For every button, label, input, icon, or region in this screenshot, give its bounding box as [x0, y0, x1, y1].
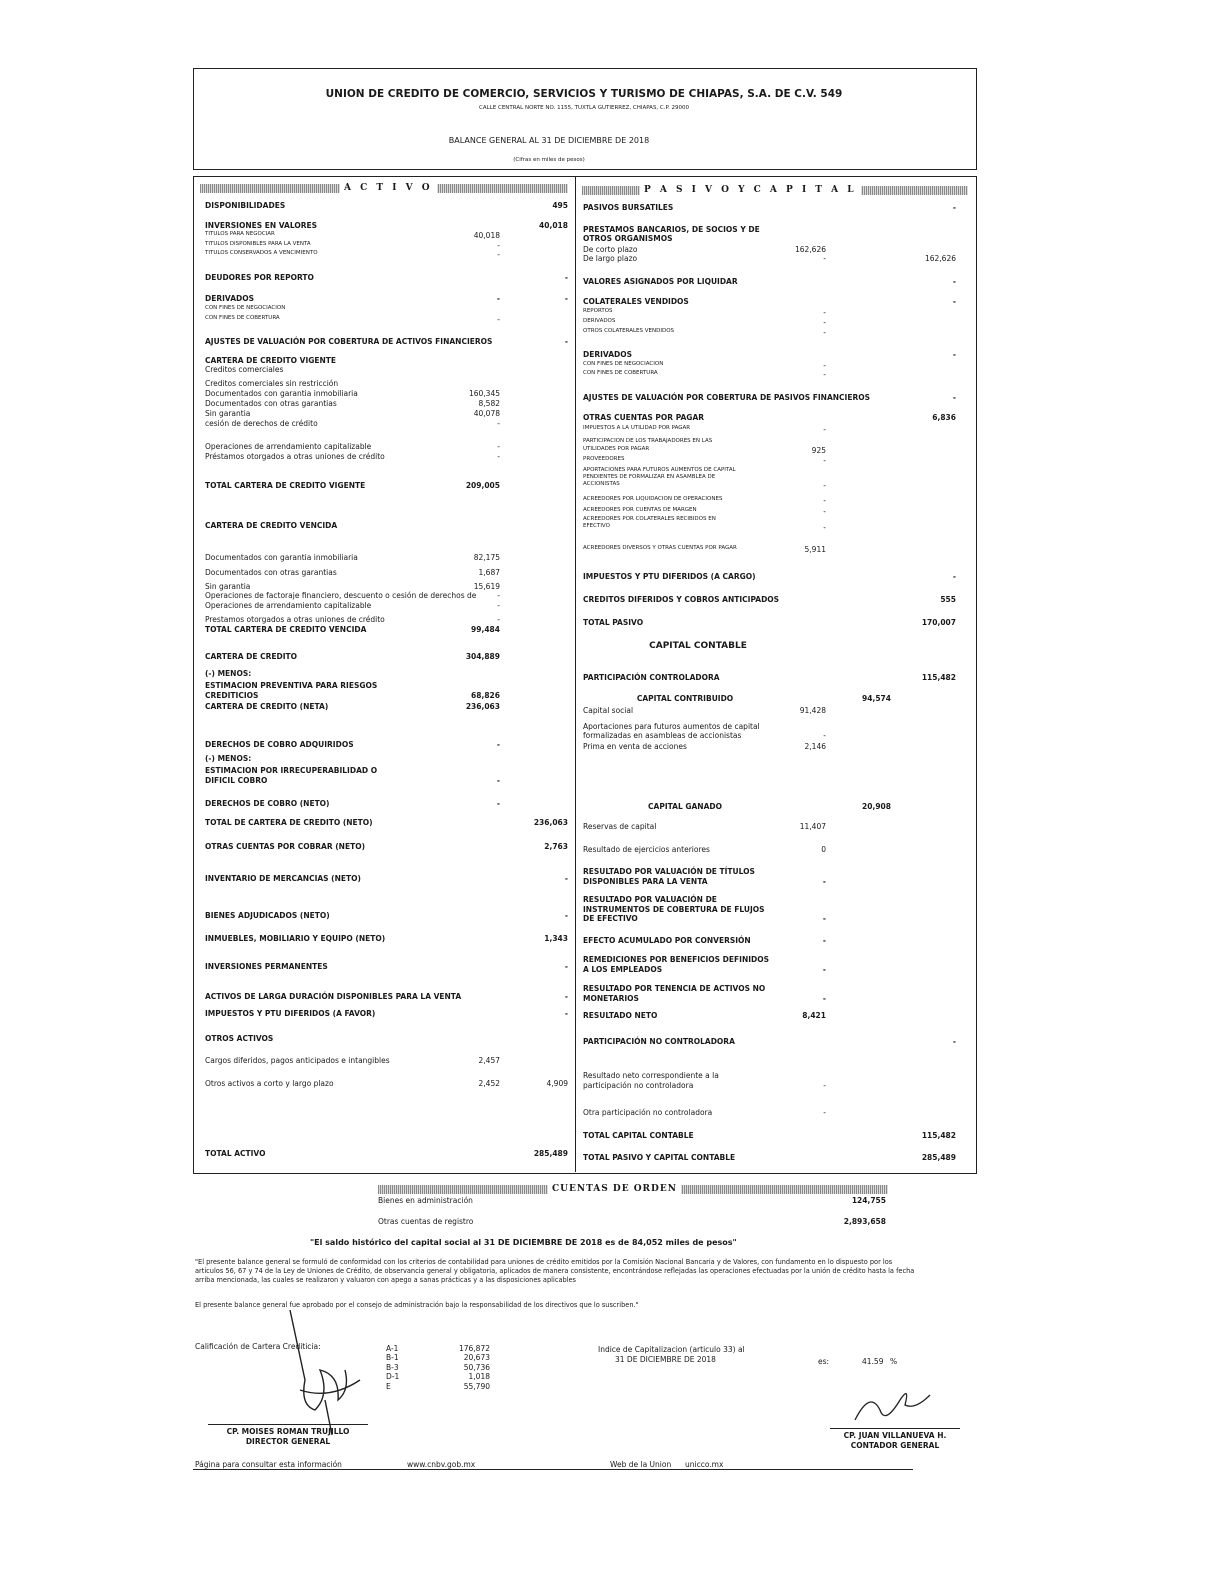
activo-row-value-2: -	[564, 337, 568, 346]
activo-row-value-1: -	[496, 799, 500, 808]
director-title: DIRECTOR GENERAL	[245, 1437, 331, 1446]
pasivo-row-label: Capital social	[583, 706, 634, 715]
activo-row-label: ESTIMACION POR IRRECUPERABILIDAD O	[205, 766, 378, 775]
pasivo-row-label: IMPUESTOS Y PTU DIFERIDOS (A CARGO)	[583, 572, 756, 581]
pasivo-row-value-2: 115,482	[921, 673, 956, 682]
capital-group-value: 20,908	[862, 802, 891, 811]
capital-social-note: "El saldo histórico del capital social al 31 DE DICIEMBRE DE 2018 es de 84,052 miles de pesos"	[310, 1238, 737, 1247]
pasivo-row-label: TOTAL CAPITAL CONTABLE	[583, 1131, 694, 1140]
pasivo-row-label: DERIVADOS	[583, 318, 616, 324]
pasivo-row-label: EFECTIVO	[583, 523, 610, 529]
pasivo-row-label: AJUSTES DE VALUACIÓN POR COBERTURA DE PASIVOS FINANCIEROS	[583, 393, 871, 402]
pasivo-row-label: ACREEDORES POR CUENTAS DE MARGEN	[583, 507, 697, 513]
pasivo-row-value-1: 8,421	[802, 1011, 826, 1020]
capital-group-label: CAPITAL CONTRIBUIDO	[636, 694, 734, 703]
company-title: UNION DE CREDITO DE COMERCIO, SERVICIOS Y TURISMO DE CHIAPAS, S.A. DE C.V. 549	[325, 88, 843, 100]
pasivo-row-label: Prima en venta de acciones	[583, 742, 687, 751]
pasivo-row-value-2: -	[952, 572, 956, 581]
activo-row-label: Cargos diferidos, pagos anticipados e intangibles	[205, 1056, 390, 1065]
activo-row-value-1: 40,018	[473, 231, 500, 240]
activo-row-label: Creditos comerciales	[205, 365, 284, 374]
calificacion-grade: A-1	[386, 1344, 399, 1353]
activo-row-value-2: 4,909	[546, 1079, 568, 1088]
pasivo-row-label: PARTICIPACIÓN NO CONTROLADORA	[583, 1037, 735, 1046]
activo-row-value-2: -	[564, 992, 568, 1001]
activo-row-value-1: 160,345	[468, 389, 500, 398]
pasivo-row-value-1: 91,428	[799, 706, 826, 715]
pasivo-row-label: Resultado neto correspondiente a la	[583, 1071, 719, 1080]
pasivo-row-value-2: 170,007	[921, 618, 956, 627]
calificacion-grade: B-3	[386, 1362, 399, 1372]
activo-title: A C T I V O	[340, 184, 437, 193]
capital-contable-heading: CAPITAL CONTABLE	[649, 641, 747, 651]
pasivo-row-value-1: -	[823, 1108, 826, 1117]
pasivo-row-label: DERIVADOS	[583, 350, 633, 359]
pasivo-row-value-1: 11,407	[799, 822, 826, 831]
activo-row-label: CON FINES DE NEGOCIACION	[205, 305, 286, 311]
activo-row-value-1: 1,687	[478, 568, 500, 577]
pasivo-row-label: CREDITOS DIFERIDOS Y COBROS ANTICIPADOS	[583, 595, 780, 604]
activo-row-value-1: -	[497, 615, 500, 624]
activo-row-value-2: -	[564, 294, 568, 303]
activo-row-value-1: 68,826	[471, 691, 500, 700]
pasivo-row-label: RESULTADO NETO	[583, 1011, 658, 1020]
pasivo-row-label: MONETARIOS	[583, 994, 639, 1003]
calificacion-grade: D-1	[386, 1372, 400, 1382]
pasivo-row-value-1: -	[822, 914, 826, 923]
pasivo-row-label: APORTACIONES PARA FUTUROS AUMENTOS DE CAPITAL	[583, 467, 736, 473]
note-line-1: "El presente balance general se formuló de conformidad con los criterios de contabilidad para uniones de crédito emitidos por la Comisión Nacional Bancaria y de Valores, con fundamento en lo dispuesto por los	[195, 1258, 893, 1266]
activo-row-label: ACTIVOS DE LARGA DURACIÓN DISPONIBLES PARA LA VENTA	[205, 992, 462, 1001]
calificacion-amount: 176,872	[458, 1344, 490, 1353]
activo-row-label: TOTAL DE CARTERA DE CREDITO (NETO)	[205, 818, 373, 827]
pasivo-row-value-1: -	[823, 731, 826, 740]
activo-row-label: CARTERA DE CREDITO (NETA)	[205, 702, 329, 711]
pasivo-row-value-2: 115,482	[921, 1131, 956, 1140]
pasivo-row-value-2: -	[952, 297, 956, 306]
activo-row-label: Operaciones de factoraje financiero, descuento o cesión de derechos de	[205, 591, 477, 600]
company-address: CALLE CENTRAL NORTE NO. 1155, TUXTLA GUTIERREZ, CHIAPAS, C.P. 29000	[479, 105, 689, 111]
activo-row-label: BIENES ADJUDICADOS (NETO)	[205, 911, 330, 920]
activo-row-value-2: -	[564, 911, 568, 920]
pasivo-row-label: De largo plazo	[583, 254, 638, 263]
pasivo-row-value-2: 6,836	[932, 413, 956, 422]
activo-row-value-1: 2,457	[478, 1056, 500, 1065]
activo-row-label: Documentados con otras garantias	[205, 568, 337, 577]
footer-web-url[interactable]: unicco.mx	[685, 1460, 724, 1469]
pasivo-row-label: VALORES ASIGNADOS POR LIQUIDAR	[583, 277, 738, 286]
pasivo-row-value-2: 285,489	[921, 1153, 956, 1162]
activo-row-value-2: -	[564, 1009, 568, 1018]
pasivo-row-label: OTROS ORGANISMOS	[583, 234, 673, 243]
header-box	[193, 68, 977, 170]
activo-row-value-2: 285,489	[533, 1149, 568, 1158]
activo-row-value-2: 1,343	[544, 934, 568, 943]
pasivo-row-label: DISPONIBLES PARA LA VENTA	[583, 877, 708, 886]
activo-row-label: DERIVADOS	[205, 294, 255, 303]
icap-value: 41.59	[862, 1357, 884, 1366]
icap-line-1: Indice de Capitalizacion (articulo 33) al	[598, 1345, 745, 1354]
pasivo-row-label: A LOS EMPLEADOS	[583, 965, 663, 974]
activo-row-value-1: 99,484	[471, 625, 500, 634]
pasivo-title: P A S I V O Y C A P I T A L	[640, 186, 861, 195]
activo-row-label: TITULOS PARA NEGOCIAR	[205, 231, 275, 237]
pasivo-row-label: REMEDICIONES POR BENEFICIOS DEFINIDOS	[583, 955, 770, 964]
pasivo-row-label: RESULTADO POR VALUACIÓN DE	[583, 895, 717, 904]
activo-row-label: (-) MENOS:	[205, 669, 252, 678]
pasivo-row-label: EFECTO ACUMULADO POR CONVERSIÓN	[583, 936, 751, 945]
activo-row-label: INMUEBLES, MOBILIARIO Y EQUIPO (NETO)	[205, 934, 386, 943]
activo-row-value-1: -	[497, 250, 500, 259]
left-signature-line	[208, 1424, 368, 1425]
pasivo-row-value-1: -	[823, 370, 826, 379]
activo-row-label: DERECHOS DE COBRO (NETO)	[205, 799, 330, 808]
activo-row-value-2: 236,063	[533, 818, 568, 827]
activo-row-value-2: 495	[552, 201, 568, 210]
pasivo-row-label: De corto plazo	[583, 245, 638, 254]
pasivo-row-value-1: -	[823, 425, 826, 434]
pasivo-row-label: TOTAL PASIVO	[583, 618, 644, 627]
activo-row-value-1: -	[497, 601, 500, 610]
activo-row-label: Creditos comerciales sin restricción	[205, 379, 339, 388]
pasivo-row-label: PENDIENTES DE FORMALIZAR EN ASAMBLEA DE	[583, 474, 716, 480]
calificacion-amount: 55,790	[463, 1381, 490, 1391]
icap-eq: es:	[818, 1357, 830, 1366]
calificacion-amount: 50,736	[463, 1362, 490, 1372]
activo-row-label: INVERSIONES EN VALORES	[205, 221, 318, 230]
activo-row-value-1: 236,063	[465, 702, 500, 711]
activo-row-value-2: -	[564, 273, 568, 282]
pasivo-row-label: participación no controladora	[583, 1081, 694, 1090]
activo-row-value-1: -	[496, 294, 500, 303]
pasivo-row-label: Otra participación no controladora	[583, 1108, 713, 1117]
activo-row-label: CARTERA DE CREDITO VIGENTE	[205, 356, 337, 365]
pasivo-row-label: DE EFECTIVO	[583, 914, 638, 923]
pasivo-row-value-2: -	[952, 350, 956, 359]
activo-row-value-1: 2,452	[478, 1079, 500, 1088]
pasivo-row-value-2: 162,626	[924, 254, 956, 263]
activo-row-label: CARTERA DE CREDITO VENCIDA	[205, 521, 338, 530]
units-note: (Cifras en miles de pesos)	[513, 157, 585, 163]
activo-row-label: DERECHOS DE COBRO ADQUIRIDOS	[205, 740, 354, 749]
pasivo-row-value-1: -	[823, 308, 826, 317]
pasivo-row-value-1: -	[823, 481, 826, 490]
pasivo-row-label: ACREEDORES POR COLATERALES RECIBIDOS EN	[583, 516, 716, 522]
pasivo-row-label: TOTAL PASIVO Y CAPITAL CONTABLE	[583, 1153, 736, 1162]
pasivo-row-label: IMPUESTOS A LA UTILIDAD POR PAGAR	[583, 425, 691, 431]
activo-row-value-2: -	[564, 874, 568, 883]
activo-row-value-1: -	[497, 241, 500, 250]
footer-web-label: Web de la Union	[610, 1460, 672, 1469]
pasivo-row-value-1: -	[823, 254, 826, 263]
footer-info: Página para consultar esta información	[195, 1460, 342, 1469]
activo-row-value-1: -	[497, 315, 500, 324]
activo-row-label: DISPONIBILIDADES	[205, 201, 286, 210]
pasivo-row-label: OTRAS CUENTAS POR PAGAR	[583, 413, 705, 422]
pasivo-row-value-2: -	[952, 277, 956, 286]
activo-row-label: Documentados con garantia inmobiliaria	[205, 553, 358, 562]
pasivo-row-label: Resultado de ejercicios anteriores	[583, 845, 710, 854]
pasivo-row-label: UTILIDADES POR PAGAR	[583, 446, 650, 452]
capital-group-label: CAPITAL GANADO	[648, 802, 722, 811]
activo-row-label: Operaciones de arrendamiento capitalizable	[205, 601, 372, 610]
activo-row-label: CON FINES DE COBERTURA	[205, 315, 280, 321]
pasivo-row-value-1: -	[823, 361, 826, 370]
right-signature	[850, 1380, 940, 1430]
calificacion-amount: 1,018	[468, 1372, 490, 1382]
pasivo-row-value-2: 555	[940, 595, 956, 604]
pasivo-row-value-1: 2,146	[804, 742, 826, 751]
activo-row-value-2: 2,763	[544, 842, 568, 851]
pasivo-row-value-1: -	[823, 328, 826, 337]
pasivo-row-value-1: -	[823, 507, 826, 516]
activo-row-value-1: 8,582	[478, 399, 500, 408]
pasivo-row-value-1: -	[822, 965, 826, 974]
contador-title: CONTADOR GENERAL	[850, 1441, 940, 1450]
pasivo-row-label: PROVEEDORES	[583, 456, 625, 462]
pasivo-row-label: OTROS COLATERALES VENDIDOS	[583, 328, 675, 334]
pasivo-row-value-1: -	[822, 994, 826, 1003]
cuentas-row-value: 2,893,658	[843, 1217, 886, 1226]
pasivo-row-value-1: -	[823, 1081, 826, 1090]
activo-row-label: DEUDORES POR REPORTO	[205, 273, 314, 282]
activo-row-value-1: 209,005	[465, 481, 500, 490]
column-divider	[575, 176, 576, 1172]
activo-row-label: Documentados con otras garantias	[205, 399, 337, 408]
pasivo-row-label: PRESTAMOS BANCARIOS, DE SOCIOS Y DE	[583, 225, 760, 234]
cuentas-title: CUENTAS DE ORDEN	[548, 1185, 681, 1194]
pasivo-row-value-1: -	[823, 496, 826, 505]
calificacion-label: Calificación de Cartera Crediticia:	[195, 1342, 321, 1351]
activo-row-label: CARTERA DE CREDITO	[205, 652, 298, 661]
pasivo-row-label: ACREEDORES POR LIQUIDACION DE OPERACIONES	[583, 496, 723, 502]
pasivo-row-label: PARTICIPACION DE LOS TRABAJADORES EN LAS	[583, 438, 713, 444]
capital-group-value: 94,574	[862, 694, 891, 703]
activo-row-label: Documentados con garantia inmobiliaria	[205, 389, 358, 398]
activo-row-label: Sin garantia	[205, 409, 251, 418]
note-line-3: arriba mencionada, las cuales se realizaron y valuaron con apego a sanas prácticas y a las disposiciones aplicables	[195, 1276, 576, 1284]
contador-name: CP. JUAN VILLANUEVA H.	[843, 1431, 947, 1440]
calificacion-amount: 20,673	[463, 1353, 490, 1363]
pasivo-row-value-1: 162,626	[794, 245, 826, 254]
activo-row-label: OTRAS CUENTAS POR COBRAR (NETO)	[205, 842, 365, 851]
activo-row-label: IMPUESTOS Y PTU DIFERIDOS (A FAVOR)	[205, 1009, 376, 1018]
activo-row-value-1: 82,175	[473, 553, 500, 562]
pasivo-row-label: COLATERALES VENDIDOS	[583, 297, 689, 306]
icap-line-2: 31 DE DICIEMBRE DE 2018	[615, 1355, 716, 1364]
right-signature-line	[830, 1428, 960, 1429]
note-line-2: artículos 56, 67 y 74 de la Ley de Uniones de Crédito, de observancia general y obligatoria, aplicados de manera consistente, encontrándose reflejadas las operaciones efectuadas por la unión de crédito hasta la fecha	[195, 1267, 915, 1275]
pasivo-row-value-2: -	[952, 203, 956, 212]
pasivo-row-value-1: -	[823, 318, 826, 327]
activo-row-value-1: -	[496, 740, 500, 749]
activo-row-label: TOTAL CARTERA DE CREDITO VIGENTE	[205, 481, 366, 490]
left-signature	[270, 1310, 390, 1440]
pasivo-row-label: RESULTADO POR VALUACIÓN DE TÍTULOS	[583, 867, 755, 876]
activo-row-label: INVERSIONES PERMANENTES	[205, 962, 328, 971]
pasivo-row-label: ACREEDORES DIVERSOS Y OTRAS CUENTAS POR PAGAR	[583, 545, 737, 551]
pasivo-row-value-1: 0	[821, 845, 826, 854]
activo-row-value-1: 15,619	[473, 582, 500, 591]
activo-row-value-2: -	[564, 962, 568, 971]
footer-line	[193, 1469, 913, 1470]
pasivo-row-value-2: -	[952, 1037, 956, 1046]
activo-row-label: TITULOS CONSERVADOS A VENCIMIENTO	[205, 250, 318, 256]
activo-row-label: Préstamos otorgados a otras uniones de crédito	[205, 452, 385, 461]
activo-row-label: OTROS ACTIVOS	[205, 1034, 274, 1043]
cuentas-row-value: 124,755	[851, 1196, 886, 1205]
icap-percent: %	[890, 1357, 898, 1366]
pasivo-row-label: Reservas de capital	[583, 822, 657, 831]
activo-row-label: DIFICIL COBRO	[205, 776, 268, 785]
activo-row-label: TOTAL CARTERA DE CREDITO VENCIDA	[205, 625, 367, 634]
note-line-4: El presente balance general fue aprobado por el consejo de administración bajo la responsabilidad de los directivos que lo suscriben."	[195, 1301, 639, 1309]
activo-row-value-1: 304,889	[465, 652, 500, 661]
activo-row-label: AJUSTES DE VALUACIÓN POR COBERTURA DE ACTIVOS FINANCIEROS	[205, 337, 493, 346]
activo-row-label: Prestamos otorgados a otras uniones de crédito	[205, 615, 385, 624]
pasivo-row-value-1: -	[823, 523, 826, 532]
pasivo-row-value-1: -	[823, 456, 826, 465]
pasivo-row-label: CON FINES DE NEGOCIACION	[583, 361, 664, 367]
activo-row-value-1: -	[497, 591, 500, 600]
footer-url[interactable]: www.cnbv.gob.mx	[407, 1460, 476, 1469]
balance-subtitle: BALANCE GENERAL AL 31 DE DICIEMBRE DE 2018	[448, 136, 650, 145]
activo-row-label: TITULOS DISPONIBLES PARA LA VENTA	[205, 241, 311, 247]
activo-row-value-1: -	[496, 776, 500, 785]
pasivo-row-label: PASIVOS BURSATILES	[583, 203, 674, 212]
activo-row-label: (-) MENOS:	[205, 754, 252, 763]
activo-row-label: TOTAL ACTIVO	[205, 1149, 266, 1158]
activo-row-label: Otros activos a corto y largo plazo	[205, 1079, 334, 1088]
pasivo-row-value-1: 925	[811, 446, 826, 455]
activo-row-value-1: 40,078	[473, 409, 500, 418]
activo-row-value-2: 40,018	[539, 221, 568, 230]
pasivo-row-label: RESULTADO POR TENENCIA DE ACTIVOS NO	[583, 984, 766, 993]
activo-row-label: INVENTARIO DE MERCANCIAS (NETO)	[205, 874, 361, 883]
activo-row-label: CREDITICIOS	[205, 691, 259, 700]
pasivo-row-label: formalizadas en asambleas de accionistas	[583, 731, 742, 740]
activo-row-label: ESTIMACION PREVENTIVA PARA RIESGOS	[205, 681, 378, 690]
pasivo-row-label: INSTRUMENTOS DE COBERTURA DE FLUJOS	[583, 905, 765, 914]
activo-row-label: Operaciones de arrendamiento capitalizable	[205, 442, 372, 451]
pasivo-row-value-2: -	[952, 393, 956, 402]
director-name: CP. MOISES ROMAN TRUJILLO	[226, 1427, 350, 1436]
calificacion-grade: E	[386, 1381, 391, 1391]
activo-row-value-1: -	[497, 419, 500, 428]
pasivo-row-label: Aportaciones para futuros aumentos de capital	[583, 722, 760, 731]
pasivo-row-value-1: -	[822, 877, 826, 886]
pasivo-row-label: ACCIONISTAS	[583, 481, 620, 487]
cuentas-row-label: Bienes en administración	[378, 1196, 473, 1205]
calificacion-grade: B-1	[386, 1353, 399, 1363]
pasivo-row-value-1: -	[822, 936, 826, 945]
activo-row-label: Sin garantia	[205, 582, 251, 591]
activo-row-label: cesión de derechos de crédito	[205, 419, 318, 428]
activo-row-value-1: -	[497, 452, 500, 461]
pasivo-row-label: CON FINES DE COBERTURA	[583, 370, 658, 376]
cuentas-row-label: Otras cuentas de registro	[378, 1217, 474, 1226]
pasivo-row-label: PARTICIPACIÓN CONTROLADORA	[583, 673, 720, 682]
pasivo-row-value-1: 5,911	[804, 545, 826, 554]
activo-row-value-1: -	[497, 442, 500, 451]
pasivo-row-label: REPORTOS	[583, 308, 613, 314]
